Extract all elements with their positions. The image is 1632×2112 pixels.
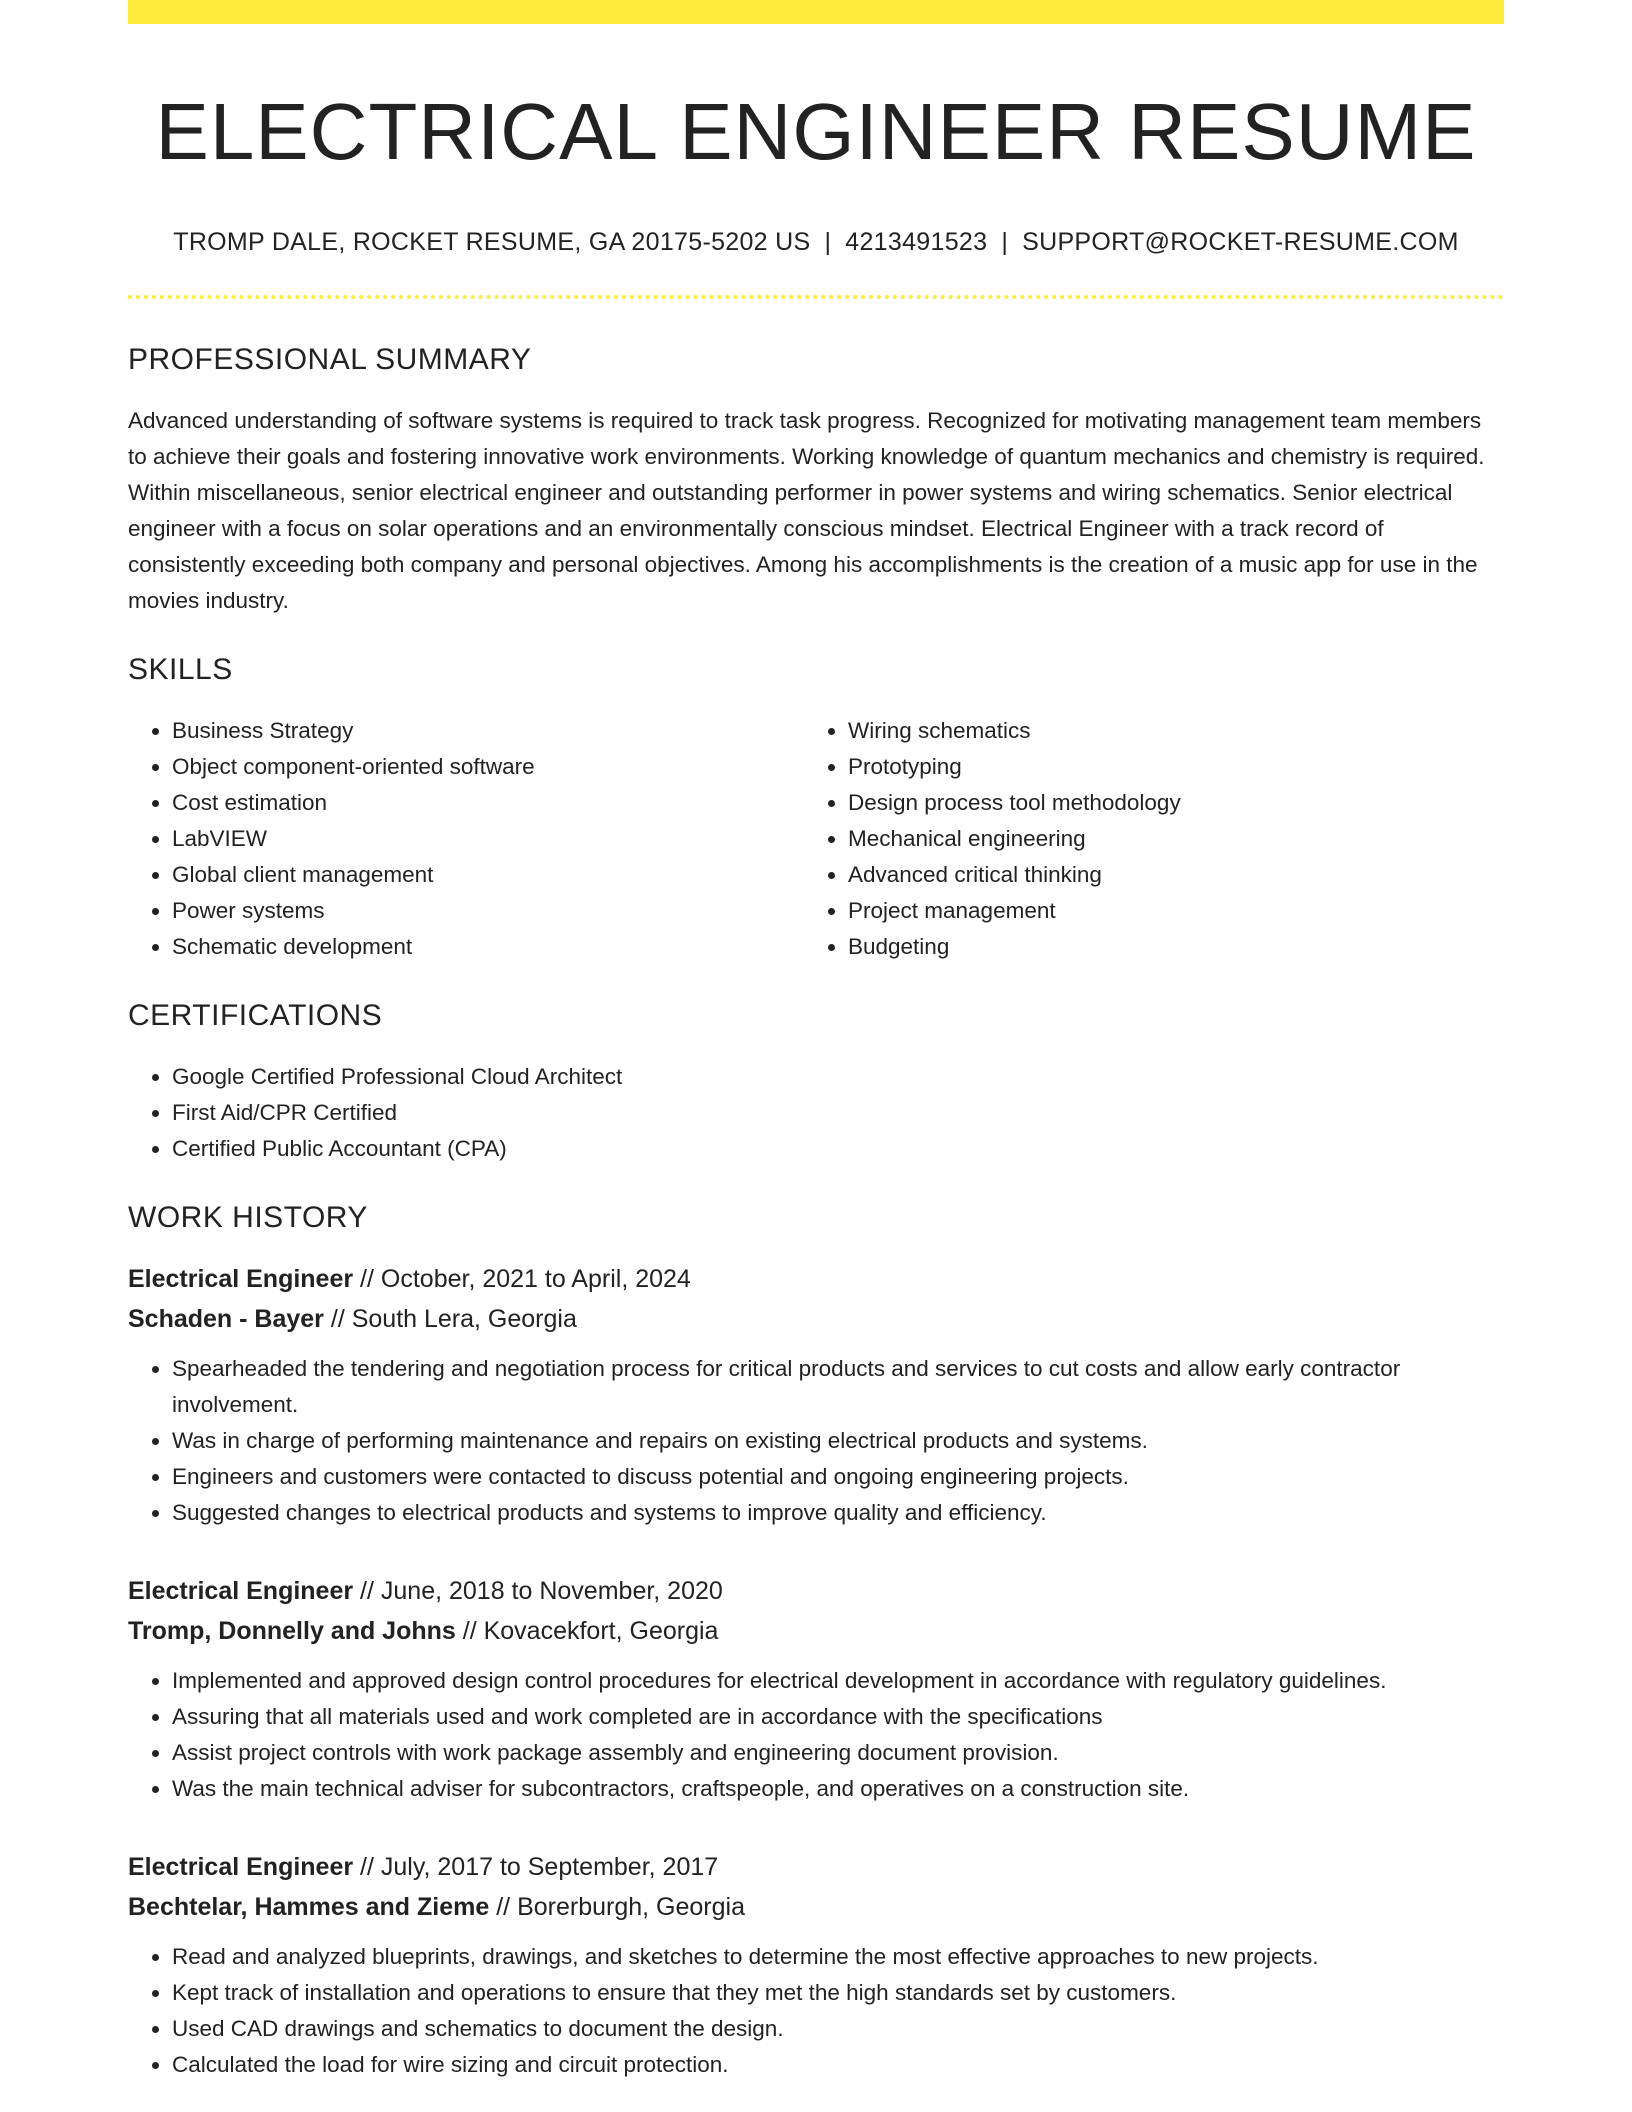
job-company: Schaden - Bayer [128, 1305, 324, 1333]
skill-item: • Schematic development [172, 929, 804, 965]
job-location: // South Lera, Georgia [323, 1305, 577, 1333]
job-role: Electrical Engineer [128, 1853, 354, 1881]
skill-item: • Cost estimation [172, 785, 804, 821]
job-role: Electrical Engineer [128, 1577, 354, 1605]
skills-heading: SKILLS [128, 653, 233, 686]
skills-list [128, 713, 1504, 965]
work-history-heading: WORK HISTORY [128, 1201, 368, 1234]
job-entry [128, 1259, 1504, 1531]
contact-line [128, 228, 1504, 257]
job-duty: • Engineers and customers were contacted to discuss potential and ongoing engineering projects. [172, 1459, 1504, 1495]
job-duty: • Assuring that all materials used and work completed are in accordance with the specifications [172, 1699, 1504, 1735]
job-company-line [128, 1887, 1504, 1927]
job-duty: • Kept track of installation and operations to ensure that they met the high standards set by customers. [172, 1975, 1504, 2011]
job-duties [128, 1663, 1504, 1807]
phone: 4213491523 [845, 228, 988, 256]
job-duty: • Was the main technical adviser for subcontractors, craftspeople, and operatives on a construction site. [172, 1771, 1504, 1807]
skill-item: • Business Strategy [172, 713, 804, 749]
skill-item: • Global client management [172, 857, 804, 893]
job-duty: • Spearheaded the tendering and negotiation process for critical products and services to cut costs and allow early contractor involvement. [172, 1351, 1504, 1423]
job-company: Tromp, Donnelly and Johns [128, 1617, 456, 1645]
separator: | [824, 228, 832, 256]
accent-bar [128, 0, 1504, 24]
job-duty: • Used CAD drawings and schematics to document the design. [172, 2011, 1504, 2047]
skill-item: • Object component-oriented software [172, 749, 804, 785]
job-duties [128, 1939, 1504, 2083]
job-duty: • Implemented and approved design control procedures for electrical development in accordance with regulatory guidelines. [172, 1663, 1504, 1699]
certification-item: • First Aid/CPR Certified [172, 1095, 1504, 1131]
job-duty: • Read and analyzed blueprints, drawings, and sketches to determine the most effective approaches to new projects. [172, 1939, 1504, 1975]
skill-item: • Design process tool methodology [848, 785, 1480, 821]
skill-item: • Advanced critical thinking [848, 857, 1480, 893]
job-entry [128, 1847, 1504, 2083]
certification-item: • Certified Public Accountant (CPA) [172, 1131, 1504, 1167]
job-location: // Kovacekfort, Georgia [455, 1617, 719, 1645]
skill-item: • Project management [848, 893, 1480, 929]
resume-title: ELECTRICAL ENGINEER RESUME [155, 87, 1477, 176]
job-dates: // October, 2021 to April, 2024 [353, 1265, 691, 1293]
skill-item: • LabVIEW [172, 821, 804, 857]
job-company: Bechtelar, Hammes and Zieme [128, 1893, 490, 1921]
job-company-line [128, 1611, 1504, 1651]
job-dates: // July, 2017 to September, 2017 [353, 1853, 719, 1881]
skills-column-right [804, 713, 1480, 965]
summary-text: Advanced understanding of software systems is required to track task progress. Recognized for motivating management team members to achieve their goals and fostering innovative work environments. Working knowledge of quantum mechanics and chemistry is required. Within miscellaneous, senior electrical engineer and outstanding performer in power systems and wiring schematics. Senior electrical engineer with a focus on solar operations and an environmentally conscious mindset. Electrical Engineer with a track record of consistently exceeding both company and personal objectives. Among his accomplishments is the creation of a music app for use in the movies industry. [128, 408, 1485, 613]
job-role-line [128, 1847, 1504, 1887]
job-dates: // June, 2018 to November, 2020 [353, 1577, 723, 1605]
skill-item: • Mechanical engineering [848, 821, 1480, 857]
skills-column-left [128, 713, 804, 965]
address: TROMP DALE, ROCKET RESUME, GA 20175-5202 US [173, 228, 811, 256]
dotted-divider [128, 295, 1504, 299]
job-duty: • Was in charge of performing maintenance and repairs on existing electrical products and systems. [172, 1423, 1504, 1459]
job-location: // Borerburgh, Georgia [489, 1893, 745, 1921]
skill-item: • Power systems [172, 893, 804, 929]
job-entry [128, 1571, 1504, 1807]
skill-item: • Wiring schematics [848, 713, 1480, 749]
certifications-heading: CERTIFICATIONS [128, 999, 383, 1032]
email[interactable]: SUPPORT@ROCKET-RESUME.COM [1022, 228, 1459, 256]
certification-item: • Google Certified Professional Cloud Architect [172, 1059, 1504, 1095]
certifications-list [128, 1059, 1504, 1167]
job-role: Electrical Engineer [128, 1265, 354, 1293]
job-duties [128, 1351, 1504, 1531]
resume-page [128, 0, 1504, 2083]
skill-item: • Prototyping [848, 749, 1480, 785]
summary-heading: PROFESSIONAL SUMMARY [128, 343, 532, 376]
job-role-line [128, 1571, 1504, 1611]
job-role-line [128, 1259, 1504, 1299]
job-company-line [128, 1299, 1504, 1339]
skill-item: • Budgeting [848, 929, 1480, 965]
separator: | [1001, 228, 1009, 256]
job-duty: • Assist project controls with work package assembly and engineering document provision. [172, 1735, 1504, 1771]
job-duty: • Suggested changes to electrical products and systems to improve quality and efficiency. [172, 1495, 1504, 1531]
job-duty: • Calculated the load for wire sizing and circuit protection. [172, 2047, 1504, 2083]
